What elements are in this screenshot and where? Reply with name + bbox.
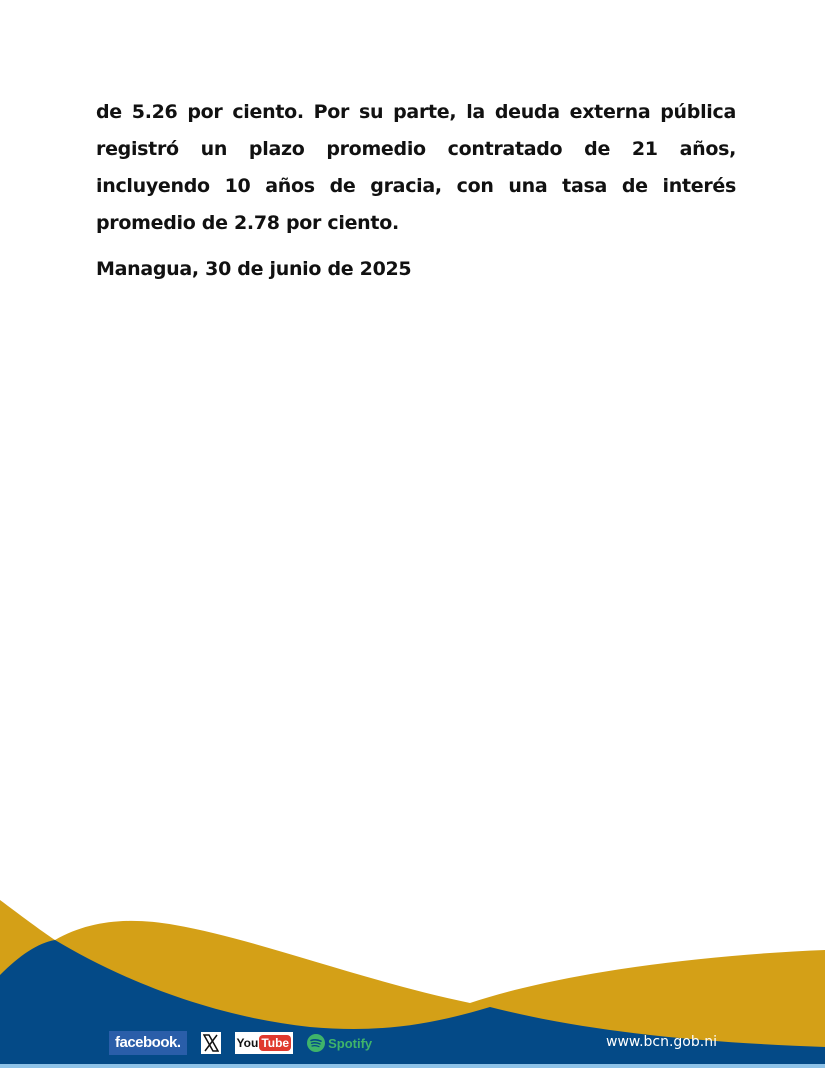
- facebook-link[interactable]: facebook.: [109, 1031, 187, 1055]
- date-line: Managua, 30 de junio de 2025: [96, 258, 412, 280]
- website-link[interactable]: www.bcn.gob.ni: [606, 1034, 717, 1050]
- youtube-tube: Tube: [261, 1036, 290, 1050]
- body-paragraph: de 5.26 por ciento. Por su parte, la deuda externa pública registró un plazo promedio contratado de 21 años, incluyendo 10 años de gracia, con una tasa de interés promedio de 2.78 por ciento.: [96, 101, 736, 234]
- youtube-link[interactable]: [235, 1032, 294, 1054]
- spotify-link[interactable]: [307, 1034, 372, 1052]
- social-links: [109, 1031, 372, 1055]
- youtube-you: You: [236, 1036, 259, 1050]
- document-body: [96, 94, 736, 288]
- spotify-icon: [307, 1034, 325, 1052]
- bottom-strip: [0, 1064, 825, 1068]
- spotify-label: Spotify: [328, 1035, 373, 1051]
- x-icon[interactable]: [201, 1032, 221, 1054]
